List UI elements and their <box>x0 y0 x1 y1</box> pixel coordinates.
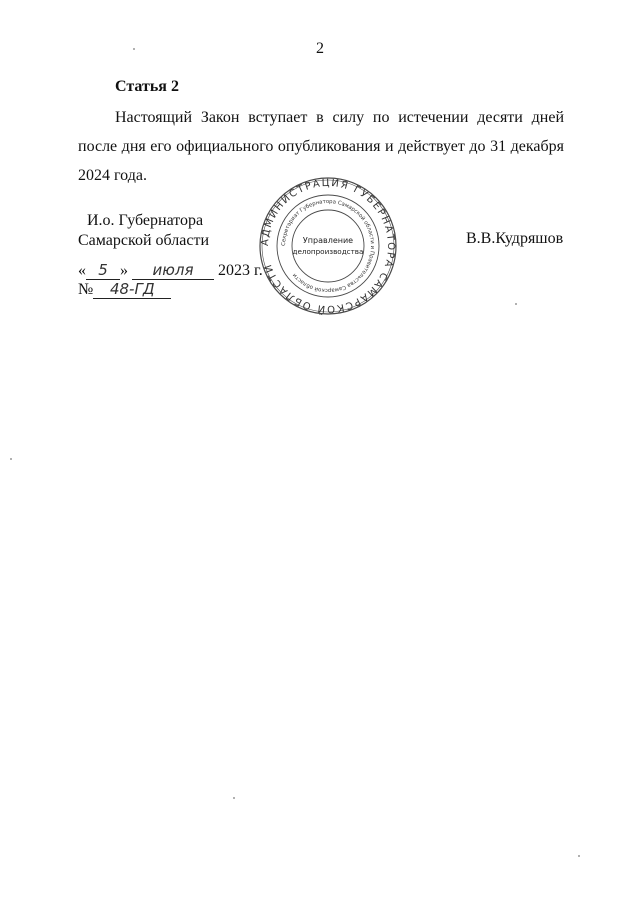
document-number: 48-ГД <box>93 281 171 299</box>
scan-speck <box>515 303 517 305</box>
signatory-name: В.В.Кудряшов <box>466 230 564 247</box>
page-number: 2 <box>316 40 324 57</box>
stamp-center-line1: Управление <box>302 236 354 245</box>
scan-speck <box>10 458 12 460</box>
date-close-quote: » <box>120 262 128 279</box>
article-paragraph: Настоящий Закон вступает в силу по истечении десяти дней после дня его официального опубликования и действует до 31 декабря 2024 года. <box>78 109 564 184</box>
scan-speck <box>233 797 235 799</box>
date-month: июля <box>132 262 214 280</box>
date-line <box>78 262 263 280</box>
date-year: 2023 г. <box>218 262 263 279</box>
stamp-inner-text: Секретариат Губернатора Самарской области и Правительства Самарской области <box>280 198 376 294</box>
scan-speck <box>578 855 580 857</box>
scan-speck <box>133 48 135 50</box>
signatory-title-line1: И.о. Губернатора <box>87 212 204 229</box>
official-seal-stamp <box>258 176 398 316</box>
number-prefix: № <box>78 281 94 298</box>
stamp-outer-text: АДМИНИСТРАЦИЯ ГУБЕРНАТОРА САМАРСКОЙ ОБЛАСТИ <box>259 177 397 315</box>
stamp-center-line2: делопроизводства <box>292 247 364 256</box>
signatory-title <box>78 211 209 251</box>
article-title: Статья 2 <box>115 78 179 95</box>
date-open-quote: « <box>78 262 86 279</box>
number-line <box>78 281 171 299</box>
signatory-title-line2: Самарской области <box>78 232 209 249</box>
date-day: 5 <box>86 262 120 280</box>
